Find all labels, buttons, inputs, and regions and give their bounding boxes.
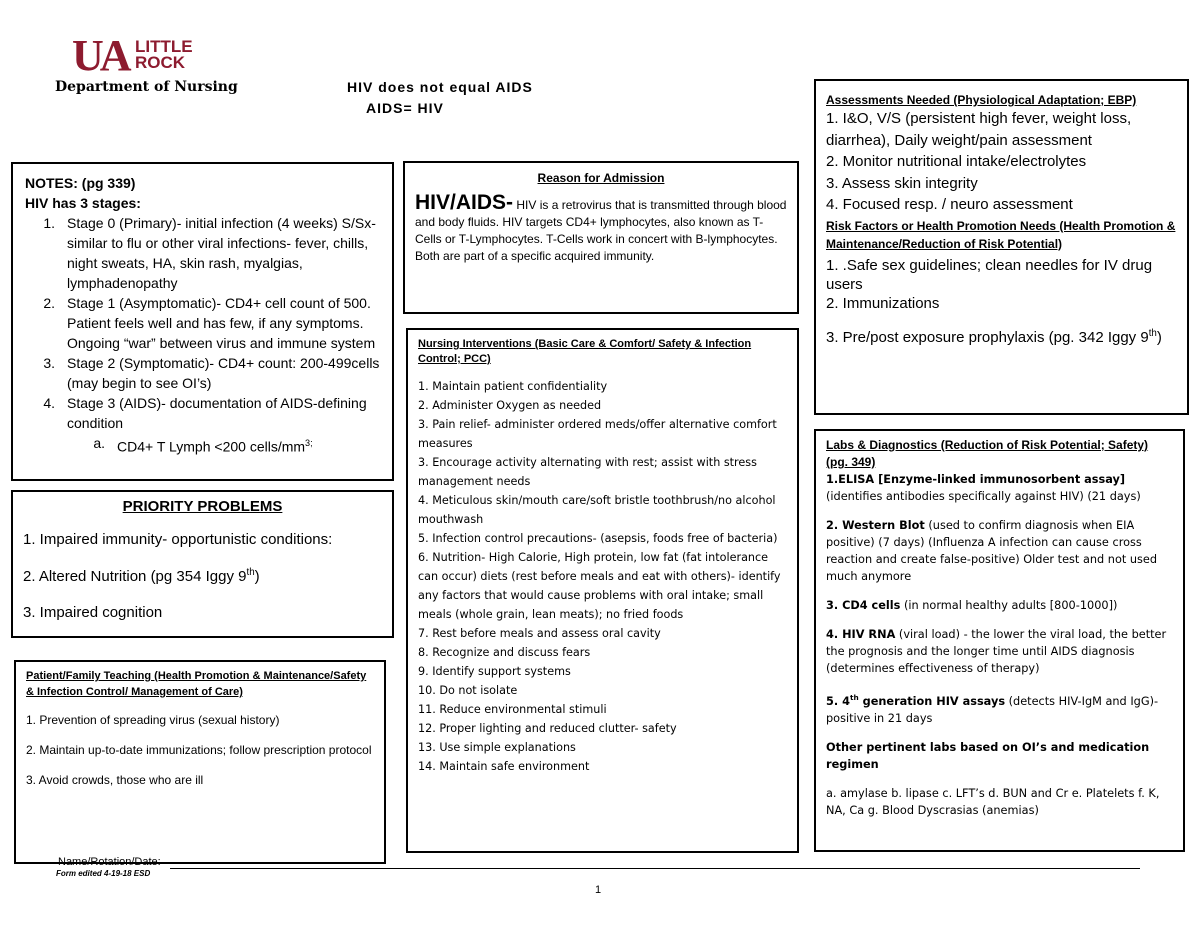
stage-number: 4. [43, 395, 55, 411]
reason-for-admission-box [403, 161, 799, 314]
teaching-item: 2. Maintain up-to-date immunizations; follow prescription protocol [26, 743, 372, 757]
intervention-item: 3. Encourage activity alternating with rest; assist with stress management needs [418, 456, 757, 488]
risk-item-text: 3. Pre/post exposure prophylaxis (pg. 342 Iggy 9 [826, 328, 1149, 346]
lab-item [826, 626, 1173, 677]
nursing-interventions-box [406, 328, 799, 853]
lab-item [826, 517, 1173, 585]
intervention-item: 10. Do not isolate [418, 684, 518, 697]
stage-text: Stage 1 (Asymptomatic)- CD4+ cell count of 500. Patient feels well and has few, if any symptoms. Ongoing “war” between virus and immune system [67, 295, 376, 351]
assessment-item: 1. I&O, V/S (persistent high fever, weight loss, diarrhea), Daily weight/pain assessment [826, 110, 1132, 149]
signature-line [170, 868, 1140, 869]
risk-item [826, 323, 1177, 348]
reason-text [415, 191, 787, 265]
priority-item: 3. Impaired cognition [23, 604, 163, 621]
priority-item: 1. Impaired immunity- opportunistic conditions: [23, 531, 333, 548]
reason-big-heading: HIV/AIDS- [415, 191, 514, 214]
intervention-item: 14. Maintain safe environment [418, 760, 590, 773]
stage-sub-item [81, 433, 380, 457]
form-edited-note: Form edited 4-19-18 ESD [56, 869, 151, 878]
intervention-item: 1. Maintain patient confidentiality [418, 380, 608, 393]
sub-item-letter: a. [93, 435, 105, 451]
stage-text: Stage 2 (Symptomatic)- CD4+ count: 200-499cells (may begin to see OI’s) [67, 355, 380, 391]
intervention-item: 11. Reduce environmental stimuli [418, 703, 607, 716]
notes-box [11, 162, 394, 481]
lab-name: 3. CD4 cells [826, 599, 901, 612]
priority-item [23, 567, 382, 585]
assessment-item: 3. Assess skin integrity [826, 174, 978, 192]
risk-factors-title: Risk Factors or Health Promotion Needs (Health Promotion & Maintenance/Reduction of Risk Potential) [826, 218, 1176, 251]
stage-text: Stage 0 (Primary)- initial infection (4 weeks) S/Sx- similar to flu or other viral infections- fever, chills, night sweats, HA, skin rash, myalgias, lymphadenopathy [67, 215, 376, 291]
ua-little-rock-logo [72, 31, 202, 80]
priority-item-sup: th [246, 567, 255, 578]
intervention-item: 13. Use simple explanations [418, 741, 576, 754]
lab-item [826, 471, 1173, 505]
other-labs-list: a. amylase b. lipase c. LFT’s d. BUN and Cr e. Platelets f. K, NA, Ca g. Blood Dyscrasias (anemias) [826, 786, 1160, 817]
priority-problems-box [11, 490, 394, 638]
stage-item [25, 293, 380, 353]
teaching-box [14, 660, 386, 864]
notes-subheading: HIV has 3 stages: [25, 195, 141, 211]
intervention-item: 6. Nutrition- High Calorie, High protein, low fat (fat intolerance can occur) diets (rest before meals and eat with others)- identify any factors that would cause problems with oral intake; small meals (whole grain, lean meats); no fried foods [418, 551, 781, 621]
stage-item [25, 393, 380, 433]
stage-text: Stage 3 (AIDS)- documentation of AIDS-defining condition [67, 395, 367, 431]
risk-item: 1. .Safe sex guidelines; clean needles for IV drug users [826, 256, 1153, 293]
lab-name: 4. HIV RNA [826, 628, 896, 641]
lab-item [826, 689, 1173, 727]
assessment-item: 2. Monitor nutritional intake/electrolytes [826, 153, 1087, 170]
assessments-title: Assessments Needed (Physiological Adaptation; EBP) [826, 93, 1137, 107]
teaching-item: 1. Prevention of spreading virus (sexual history) [26, 713, 280, 727]
interventions-title: Nursing Interventions (Basic Care & Comfort/ Safety & Infection Control; PCC) [418, 338, 752, 365]
department-label: Department of Nursing [55, 79, 238, 95]
page-number: 1 [595, 884, 602, 896]
priority-item-text: 2. Altered Nutrition (pg 354 Iggy 9 [23, 568, 247, 585]
logo-rock-text: ROCK [135, 53, 186, 72]
intervention-item: 9. Identify support systems [418, 665, 571, 678]
lab-desc: (identifies antibodies specifically against HIV) (21 days) [826, 490, 1141, 503]
lab-name: 2. Western Blot [826, 519, 925, 532]
priority-title: PRIORITY PROBLEMS [122, 498, 283, 515]
risk-item-sup: th [1148, 327, 1157, 339]
sub-item-sup: 3; [305, 438, 313, 448]
stage-number: 3. [43, 355, 55, 371]
lab-desc: (in normal healthy adults [800-1000]) [900, 599, 1118, 612]
labs-title: Labs & Diagnostics (Reduction of Risk Potential; Safety) (pg. 349) [826, 438, 1149, 469]
lab-desc: (detects HIV-IgM and IgG)- positive in 21 days [826, 694, 1159, 725]
header-line-1: HIV does not equal AIDS [347, 79, 533, 95]
risk-item: 2. Immunizations [826, 294, 940, 312]
intervention-item: 2. Administer Oxygen as needed [418, 399, 602, 412]
lab-name: generation HIV assays [858, 694, 1006, 708]
intervention-item: 5. Infection control precautions- (asepsis, foods free of bacteria) [418, 532, 778, 545]
intervention-item: 8. Recognize and discuss fears [418, 646, 591, 659]
lab-name: 1.ELISA [Enzyme-linked immunosorbent assay] [826, 473, 1126, 486]
lab-sup: th [849, 693, 859, 702]
intervention-item: 4. Meticulous skin/mouth care/soft bristle toothbrush/no alcohol mouthwash [418, 494, 776, 526]
stage-number: 2. [43, 295, 55, 311]
lab-number: 5. 4 [826, 694, 850, 708]
intervention-item: 12. Proper lighting and reduced clutter- safety [418, 722, 677, 735]
stage-item [25, 213, 380, 293]
intervention-item: 7. Rest before meals and assess oral cavity [418, 627, 661, 640]
header-line-2: AIDS= HIV [366, 100, 444, 116]
reason-body: HIV is a retrovirus that is transmitted through blood and body fluids. HIV targets CD4+ lymphocytes, also known as T-Cells or T-Lymphocytes. T-Cells work in concert with B-lymphocytes. Both are part of a specific acquired immunity. [415, 198, 787, 263]
sub-item-text: CD4+ T Lymph <200 cells/mm [117, 438, 306, 455]
other-labs-heading: Other pertinent labs based on OI’s and medication regimen [826, 740, 1150, 771]
lab-desc: (used to confirm diagnosis when EIA positive) (7 days) (Influenza A infection can cause cross reaction and create false-positive) Older test and not used much anymore [826, 519, 1158, 583]
risk-item-close: ) [1156, 328, 1162, 346]
lab-item [826, 597, 1173, 614]
stage-number: 1. [43, 215, 55, 231]
reason-title: Reason for Admission [537, 171, 665, 185]
intervention-item: 3. Pain relief- administer ordered meds/offer alternative comfort measures [418, 418, 777, 450]
stage-item [25, 353, 380, 393]
labs-diagnostics-box [814, 429, 1185, 852]
assessment-item: 4. Focused resp. / neuro assessment [826, 196, 1073, 213]
notes-heading: NOTES: (pg 339) [25, 175, 136, 191]
name-rotation-date-label: Name/Rotation/Date: [58, 856, 161, 868]
logo-ua-text: UA [72, 31, 128, 80]
teaching-title: Patient/Family Teaching (Health Promotion & Maintenance/Safety & Infection Control/ Management of Care) [26, 670, 367, 698]
priority-item-close: ) [254, 568, 260, 585]
lab-desc: (viral load) - the lower the viral load, the better the prognosis and the longer time until AIDS diagnosis (determines effectiveness of therapy) [826, 628, 1167, 675]
logo-little-text: LITTLE [135, 37, 193, 56]
teaching-item: 3. Avoid crowds, those who are ill [26, 773, 204, 787]
assessments-box [814, 79, 1189, 415]
